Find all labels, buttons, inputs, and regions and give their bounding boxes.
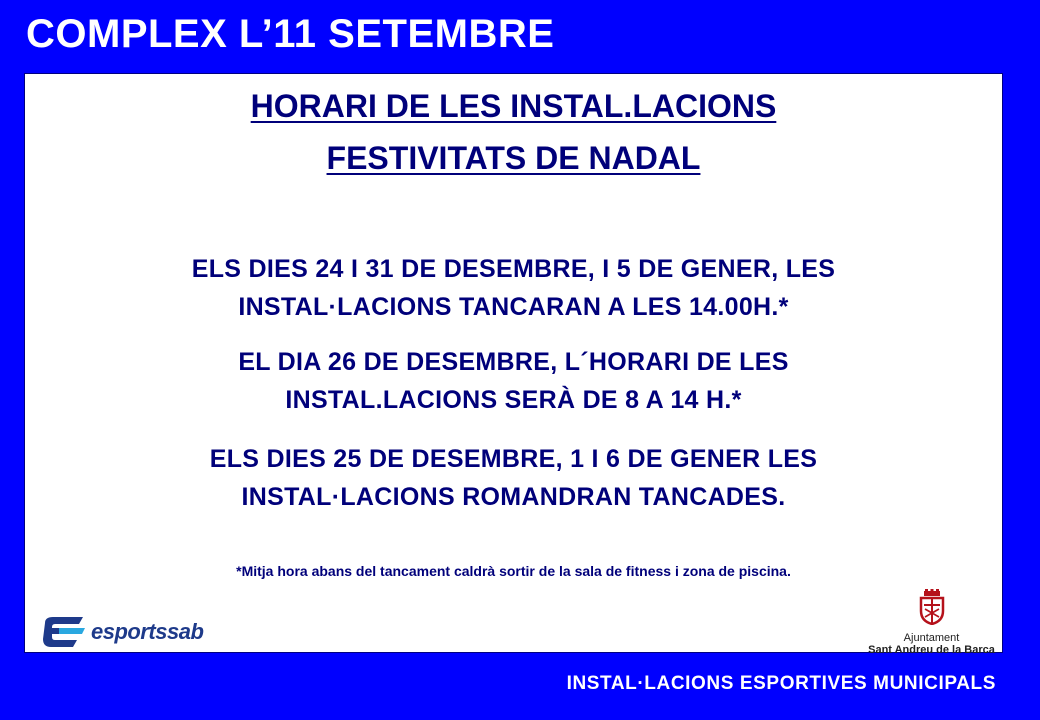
notice-heading-line2: FESTIVITATS DE NADAL	[326, 140, 701, 176]
notice-item	[25, 440, 1002, 516]
municipal-crest-icon	[914, 589, 950, 625]
esports-sab-logo	[39, 609, 203, 649]
notice-line: EL DIA 26 DE DESEMBRE, L´HORARI DE LES	[238, 348, 789, 376]
page-title: COMPLEX L’11 SETEMBRE	[26, 12, 555, 56]
notice-line: ELS DIES 24 I 31 DE DESEMBRE, I 5 DE GENER, LES	[191, 255, 836, 283]
notice-item	[25, 343, 1002, 419]
footer-label: INSTAL·LACIONS ESPORTIVES MUNICIPALS	[566, 673, 996, 694]
notice-line: INSTAL·LACIONS TANCARAN A LES 14.00H.*	[238, 293, 789, 321]
notice-line: ELS DIES 25 DE DESEMBRE, 1 I 6 DE GENER LES	[209, 445, 818, 473]
esports-sab-logo-icon	[39, 615, 89, 649]
ajuntament-logo	[859, 589, 1004, 656]
notice-line: INSTAL.LACIONS SERÀ DE 8 A 14 H.*	[285, 386, 742, 414]
notice-panel	[24, 73, 1003, 656]
esports-sab-logo-text: esportssab	[91, 619, 204, 644]
ajuntament-logo-line1: Ajuntament	[903, 632, 960, 644]
notice-item	[25, 250, 1002, 326]
ajuntament-logo-line2: Sant Andreu de la Barca	[868, 644, 995, 656]
notice-line: INSTAL·LACIONS ROMANDRAN TANCADES.	[241, 483, 786, 511]
notice-heading-line1: HORARI DE LES INSTAL.LACIONS	[250, 88, 777, 124]
footnote: *Mitja hora abans del tancament caldrà sortir de la sala de fitness i zona de piscina.	[236, 563, 791, 579]
